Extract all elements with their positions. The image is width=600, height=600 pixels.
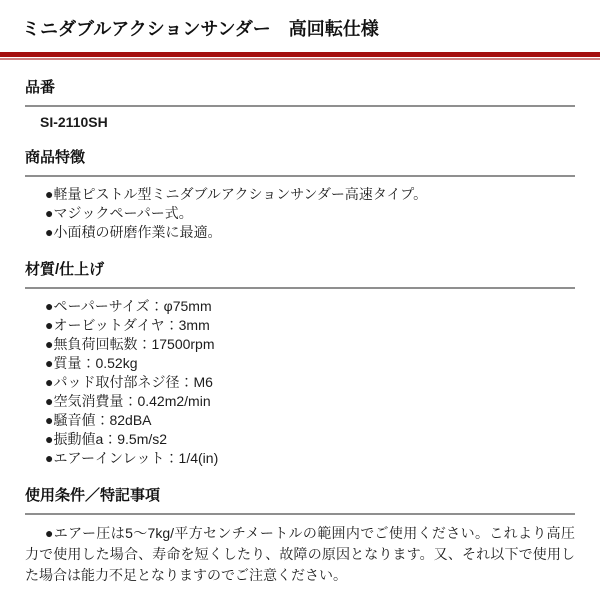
features-heading: 商品特徴 (25, 149, 86, 166)
spec-item: ●質量：0.52kg (45, 355, 138, 371)
usage-note: ●エアー圧は5～7kg/平方センチメートルの範囲内でご使用ください。これより高圧力で使用した場合、寿命を短くしたり、故障の原因となります。又、それ以下で使用した場合は能力不足となりますのでご注意ください。 (25, 525, 575, 583)
feature-item: ●小面積の研磨作業に最適。 (45, 224, 222, 240)
section-materials-finish (25, 262, 575, 468)
materials-spec-list (25, 297, 575, 468)
spec-item: ●パッド取付部ネジ径：M6 (45, 374, 213, 390)
spec-item: ●オービットダイヤ：3mm (45, 317, 210, 333)
materials-heading: 材質/仕上げ (25, 261, 105, 278)
page-header (0, 0, 600, 57)
part-number-value: SI-2110SH (40, 114, 108, 130)
spec-item: ●ペーパーサイズ：φ75mm (45, 298, 212, 314)
spec-item: ●振動値a：9.5m/s2 (45, 431, 168, 447)
page-title: ミニダブルアクションサンダー 高回転仕様 (22, 19, 379, 39)
spec-item: ●騒音値：82dBA (45, 412, 152, 428)
usage-heading: 使用条件／特記事項 (25, 487, 161, 504)
section-divider (25, 513, 575, 515)
part-number-heading: 品番 (25, 79, 56, 96)
spec-item: ●無負荷回転数：17500rpm (45, 336, 215, 352)
spec-item: ●エアーインレット：1/4(in) (45, 450, 219, 466)
feature-item: ●マジックペーパー式。 (45, 205, 193, 221)
feature-item: ●軽量ピストル型ミニダブルアクションサンダー高速タイプ。 (45, 186, 428, 202)
spec-sheet (0, 80, 600, 586)
section-usage-conditions (25, 488, 575, 586)
section-part-number (25, 80, 575, 130)
features-list (25, 185, 575, 242)
section-features (25, 150, 575, 242)
section-divider (25, 175, 575, 177)
title-accent-divider (0, 52, 600, 57)
section-divider (25, 105, 575, 107)
section-divider (25, 287, 575, 289)
spec-item: ●空気消費量：0.42m2/min (45, 393, 211, 409)
